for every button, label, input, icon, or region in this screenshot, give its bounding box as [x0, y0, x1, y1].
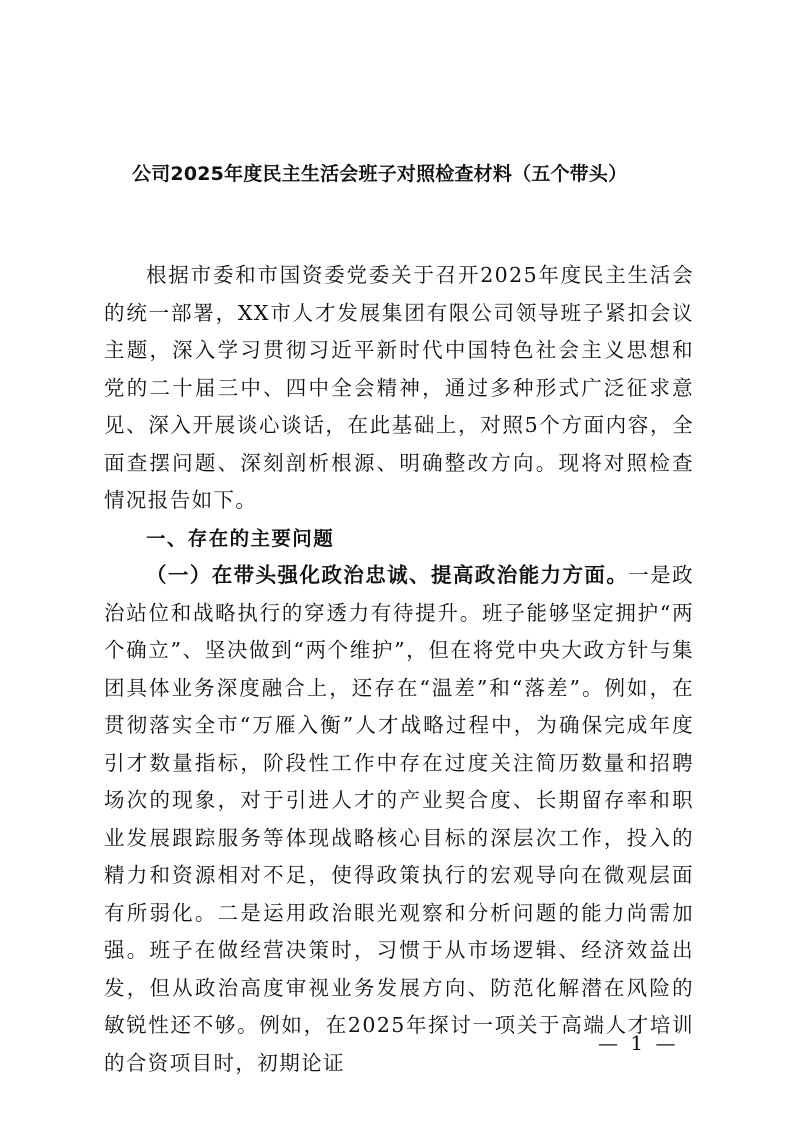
- section-heading: 一、存在的主要问题: [146, 526, 335, 550]
- subsection-body: 一是政治站位和战略执行的穿透力有待提升。班子能够坚定拥护“两个确立”、坚决做到“两个维护”，但在将党中央大政方针与集团具体业务深度融合上，还存在“温差”和“落差”。例如，在贯彻落实全市“万雁入衡”人才战略过程中，为确保完成年度引才数量指标，阶段性工作中存在过度关注简历数量和招聘场次的现象，对于引进人才的产业契合度、长期留存率和职业发展跟踪服务等体现战略核心目标的深层次工作，投入的精力和资源相对不足，使得政策执行的宏观导向在微观层面有所弱化。二是运用政治眼光观察和分析问题的能力尚需加强。班子在做经营决策时，习惯于从市场逻辑、经济效益出发，但从政治高度审视业务发展方向、防范化解潜在风险的敏锐性还不够。例如，在2025年探讨一项关于高端人才培训的合资项目时，初期论证: [104, 563, 694, 1075]
- subsection-paragraph: [104, 557, 694, 1082]
- subsection-heading: （一）在带头强化政治忠诚、提高政治能力方面。: [146, 563, 629, 587]
- document-title: 公司2025年度民主生活会班子对照检查材料（五个带头）: [132, 163, 628, 185]
- page-number: — 1 —: [598, 1031, 679, 1055]
- intro-paragraph: 根据市委和市国资委党委关于召开2025年度民主生活会的统一部署，XX市人才发展集团有限公司领导班子紧扣会议主题，深入学习贯彻习近平新时代中国特色社会主义思想和党的二十届三中、四中全会精神，通过多种形式广泛征求意见、深入开展谈心谈话，在此基础上，对照5个方面内容，全面查摆问题、深刻剖析根源、明确整改方向。现将对照检查情况报告如下。: [104, 263, 694, 512]
- document-body: [104, 257, 694, 1082]
